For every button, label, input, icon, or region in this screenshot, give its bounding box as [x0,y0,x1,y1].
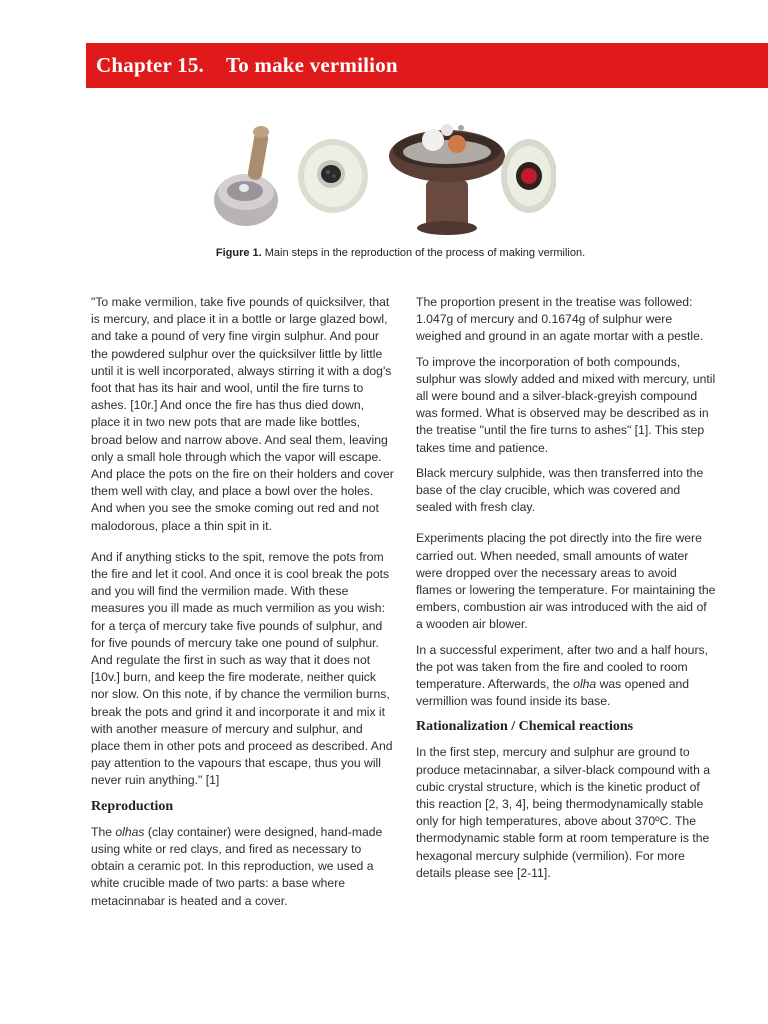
crucible-with-vermilion-image [501,139,556,213]
term-olhas: olhas [115,824,145,839]
chemistry-paragraph: In the first step, mercury and sulphur are ground to produce metacinnabar, a silver-black compound with a cubic crystal structure, which is the kinetic product of this reaction [2, 3, 4], being thermodynamically stable only for high temperatures, above about 370ºC. The thermodynamic stable form at room temperature is the hexagonal mercury sulphide (vermilion). For more details please see [2-11]. [416,745,711,880]
treatise-quote-paragraph-1: "To make vermilion, take five pounds of quicksilver, that is mercury, and place it in a bottle or large glazed bowl, and take a pound of very fine virgin sulphur. And pour the powdered sulphur over the quicksilver little by little until it is well incorporated, always stirring it with a dog's foot that has its hair and wool, until the fire turns to ashes. [10r.] And once the fire has thus died down, place it in two new pots that are made like bottles, broad below and narrow above. And seal them, leaving only a small hole through which the vapor will escape. And place the pots on the fire on their holders and cover them well with clay, and place a bowl over the holes. And when you see the smoke coming out red and not malodorous, place a thin spit in it. [91,295,394,533]
text-run: The [91,824,116,839]
crucible-with-compound-image [298,139,368,213]
mortar-and-pestle-image [214,126,278,226]
term-olha: olha [573,677,597,692]
transfer-paragraph: Black mercury sulphide, was then transferred into the base of the clay crucible, which was covered and sealed with fresh clay. [416,465,704,515]
result-paragraph [416,642,716,711]
chapter-number: Chapter 15. [96,53,204,77]
experiments-paragraph: Experiments placing the pot directly into the fire were carried out. When needed, small amounts of water were dropped over the necessary areas to avoid flames or lowering the temperature. For maintaining the embers, combustion air was introduced with the aid of a wooden air blower. [416,531,716,632]
text-run: (clay container) were designed, hand-made using white or red clays, and fired as necessary to obtain a ceramic pot. In this reproduction, we used a white crucible made of two parts: a base where metacinnabar is heated and a cover. [91,824,383,908]
chapter-header [86,43,768,88]
caption-label: Figure 1. [215,247,262,259]
pot-on-brazier-image [389,124,505,235]
section-heading-reproduction: Reproduction [91,798,174,814]
reproduction-paragraph [91,824,394,910]
right-column [416,294,716,890]
incorporation-paragraph: To improve the incorporation of both compounds, sulphur was slowly added and mixed with mercury, until all were bound and a silver-black-greyish compound was formed. What is observed may be described as in the treatise "until the fire turns to ashes" [1]. This step takes time and patience. [416,354,716,455]
left-column [91,294,394,918]
text-run: was opened and vermillion was found inside its base. [416,677,690,709]
caption-text: Main steps in the reproduction of the process of making vermilion. [261,247,586,259]
figure-caption [90,247,711,259]
chapter-heading: To make vermilion [225,53,398,77]
figure-1 [211,118,556,236]
proportion-paragraph: The proportion present in the treatise was followed: 1.047g of mercury and 0.1674g of sulphur were weighed and ground in an agate mortar with a pestle. [416,295,704,344]
text-run: In a successful experiment, after two and a half hours, the pot was taken from the fire and cooled to room temperature. Afterwards, the [416,642,708,692]
treatise-quote-paragraph-2: And if anything sticks to the spit, remove the pots from the fire and let it cool. And once it is cool break the pots and you will find the vermilion made. With these measures you ill made as much vermilion as you wish: for a terça of mercury take five pounds of sulphur, and for five pounds of mercury take one pound of sulphur. And regulate the first in such as way that it does not [10v.] burn, and keep the fire moderate, neither quick nor slow. On this note, if by chance the vermilion burns, break the pots and grind it and incorporate it and mix it with another measure of mercury and sulphur, and place them in other pots and proceed as described. And pay attention to the vapours that escape, thus you will never ruin anything." [1] [91,549,393,788]
section-heading-rationalization: Rationalization / Chemical reactions [416,719,634,735]
figure-1-photos [211,118,556,236]
chapter-title [96,53,398,78]
